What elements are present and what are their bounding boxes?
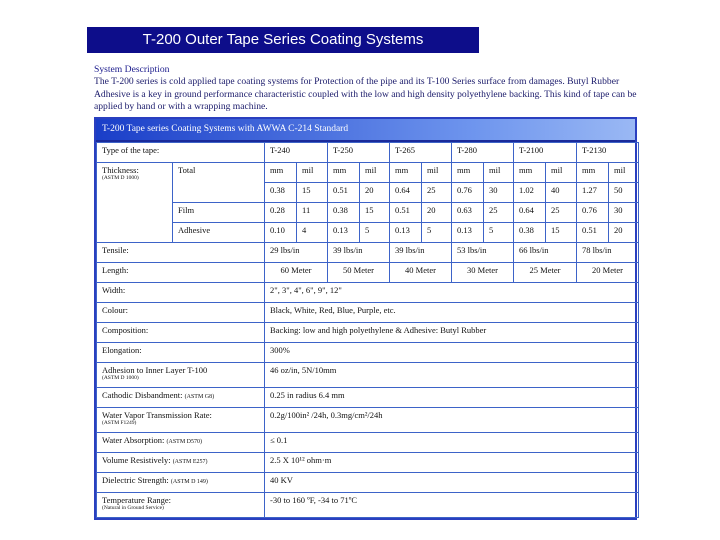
property-value: 2", 3", 4", 6", 9", 12"	[265, 283, 639, 303]
table-row	[97, 203, 639, 223]
tensile-value: 39 lbs/in	[328, 243, 390, 263]
table-row	[97, 453, 639, 473]
tensile-value: 29 lbs/in	[265, 243, 328, 263]
total-mil: 15	[297, 183, 328, 203]
length-value: 30 Meter	[452, 263, 514, 283]
property-label	[97, 408, 265, 433]
film-mm: 0.76	[577, 203, 609, 223]
total-mil: 25	[422, 183, 452, 203]
property-name: Composition:	[102, 325, 149, 335]
table-row	[97, 163, 639, 183]
unit-mm: mm	[265, 163, 297, 183]
unit-mm: mm	[514, 163, 546, 183]
property-value: -30 to 160 ºF, -34 to 71ºC	[265, 493, 639, 518]
unit-mil: mil	[484, 163, 514, 183]
table-row	[97, 408, 639, 433]
film-mil: 15	[360, 203, 390, 223]
thickness-label	[97, 163, 173, 243]
film-mil: 20	[422, 203, 452, 223]
property-label	[97, 493, 265, 518]
unit-mil: mil	[297, 163, 328, 183]
total-mm: 1.27	[577, 183, 609, 203]
film-mil: 30	[609, 203, 639, 223]
property-label	[97, 343, 265, 363]
table-row	[97, 283, 639, 303]
table-row	[97, 493, 639, 518]
table-row	[97, 243, 639, 263]
film-mm: 0.28	[265, 203, 297, 223]
type-label: Type of the tape:	[97, 143, 265, 163]
property-name: Dielectric Strength:	[102, 475, 169, 485]
film-mil: 25	[484, 203, 514, 223]
adhesive-label: Adhesive	[173, 223, 265, 243]
property-name: Elongation:	[102, 345, 142, 355]
adhesive-mm: 0.51	[577, 223, 609, 243]
property-value: 0.25 in radius 6.4 mm	[265, 388, 639, 408]
length-label: Length:	[97, 263, 265, 283]
spec-table	[94, 117, 637, 520]
total-mil: 20	[360, 183, 390, 203]
property-note: (ASTM F1249)	[102, 420, 137, 426]
description-text: The T-200 series is cold applied tape coating systems for Protection of the pipe and its T-100 Series surface from damages. Butyl Rubber Adhesive is a key in ground performance characteristic coupled with the low and high density polyethylene backing. This kind of tape can be applied by hand or with a wrapping machine.	[94, 76, 637, 112]
property-name: Width:	[102, 285, 126, 295]
total-mil: 30	[484, 183, 514, 203]
length-value: 40 Meter	[390, 263, 452, 283]
table-row	[97, 388, 639, 408]
tensile-label: Tensile:	[97, 243, 265, 263]
property-name: Water Absorption:	[102, 435, 165, 445]
property-value: Black, White, Red, Blue, Purple, etc.	[265, 303, 639, 323]
property-label	[97, 323, 265, 343]
property-name: Volume Resistively:	[102, 455, 171, 465]
adhesive-mil: 4	[297, 223, 328, 243]
film-mil: 11	[297, 203, 328, 223]
table-row	[97, 363, 639, 388]
unit-mm: mm	[328, 163, 360, 183]
property-value: 0.2g/100in² /24h, 0.3mg/cm²/24h	[265, 408, 639, 433]
property-name: Water Vapor Transmission Rate:	[102, 410, 212, 420]
table-row	[97, 323, 639, 343]
property-label	[97, 363, 265, 388]
property-name: Cathodic Disbandment:	[102, 390, 183, 400]
total-mm: 0.38	[265, 183, 297, 203]
adhesive-mm: 0.10	[265, 223, 297, 243]
film-mil: 25	[546, 203, 577, 223]
description-heading: System Description	[94, 64, 170, 75]
tape-name: T-280	[452, 143, 514, 163]
length-value: 60 Meter	[265, 263, 328, 283]
property-value: 46 oz/in, 5N/10mm	[265, 363, 639, 388]
tape-name: T-250	[328, 143, 390, 163]
system-description	[94, 64, 639, 113]
tensile-value: 66 lbs/in	[514, 243, 577, 263]
property-std: (ASTM G8)	[184, 394, 215, 400]
length-value: 25 Meter	[514, 263, 577, 283]
table-title: T-200 Tape series Coating Systems with AWWA C-214 Standard	[96, 119, 635, 142]
tape-name: T-265	[390, 143, 452, 163]
total-mm: 1.02	[514, 183, 546, 203]
tape-name: T-2100	[514, 143, 577, 163]
property-label	[97, 303, 265, 323]
total-mm: 0.64	[390, 183, 422, 203]
property-label	[97, 283, 265, 303]
property-name: Colour:	[102, 305, 128, 315]
adhesive-mm: 0.13	[390, 223, 422, 243]
film-mm: 0.38	[328, 203, 360, 223]
film-mm: 0.51	[390, 203, 422, 223]
property-label	[97, 473, 265, 493]
table-row	[97, 343, 639, 363]
adhesive-mil: 5	[484, 223, 514, 243]
property-value: Backing: low and high polyethylene & Adhesive: Butyl Rubber	[265, 323, 639, 343]
adhesive-mil: 20	[609, 223, 639, 243]
table-row	[97, 303, 639, 323]
unit-mm: mm	[577, 163, 609, 183]
adhesive-mm: 0.13	[452, 223, 484, 243]
tensile-value: 39 lbs/in	[390, 243, 452, 263]
unit-mil: mil	[422, 163, 452, 183]
property-value: ≤ 0.1	[265, 433, 639, 453]
property-name: Adhesion to Inner Layer T-100	[102, 365, 208, 375]
tape-name: T-240	[265, 143, 328, 163]
property-name: Temperature Range:	[102, 495, 172, 505]
total-mil: 50	[609, 183, 639, 203]
table-row	[97, 473, 639, 493]
unit-mil: mil	[360, 163, 390, 183]
adhesive-mil: 5	[422, 223, 452, 243]
property-std: (ASTM E257)	[172, 459, 208, 465]
property-value: 300%	[265, 343, 639, 363]
tensile-value: 53 lbs/in	[452, 243, 514, 263]
total-mil: 40	[546, 183, 577, 203]
unit-mil: mil	[546, 163, 577, 183]
tensile-value: 78 lbs/in	[577, 243, 639, 263]
table-row	[97, 143, 639, 163]
property-std: (ASTM D 149)	[170, 479, 208, 485]
table-row	[97, 433, 639, 453]
property-value: 40 KV	[265, 473, 639, 493]
film-mm: 0.64	[514, 203, 546, 223]
total-mm: 0.76	[452, 183, 484, 203]
unit-mm: mm	[452, 163, 484, 183]
film-mm: 0.63	[452, 203, 484, 223]
tape-name: T-2130	[577, 143, 639, 163]
adhesive-mil: 5	[360, 223, 390, 243]
length-value: 50 Meter	[328, 263, 390, 283]
total-label: Total	[173, 163, 265, 203]
property-value: 2.5 X 10¹² ohm·m	[265, 453, 639, 473]
adhesive-mil: 15	[546, 223, 577, 243]
property-label	[97, 433, 265, 453]
table-row	[97, 263, 639, 283]
unit-mil: mil	[609, 163, 639, 183]
total-mm: 0.51	[328, 183, 360, 203]
length-value: 20 Meter	[577, 263, 639, 283]
unit-mm: mm	[390, 163, 422, 183]
property-std: (ASTM D570)	[166, 439, 202, 445]
property-note: (ASTM D 1000)	[102, 375, 139, 381]
film-label: Film	[173, 203, 265, 223]
property-label	[97, 388, 265, 408]
adhesive-mm: 0.38	[514, 223, 546, 243]
thickness-std: (ASTM D 1000)	[102, 175, 139, 181]
property-label	[97, 453, 265, 473]
adhesive-mm: 0.13	[328, 223, 360, 243]
property-note: (Natural in Ground Service)	[102, 505, 164, 511]
page-title: T-200 Outer Tape Series Coating Systems	[87, 27, 479, 53]
thickness-label-text: Thickness:	[102, 165, 139, 175]
table-row	[97, 223, 639, 243]
